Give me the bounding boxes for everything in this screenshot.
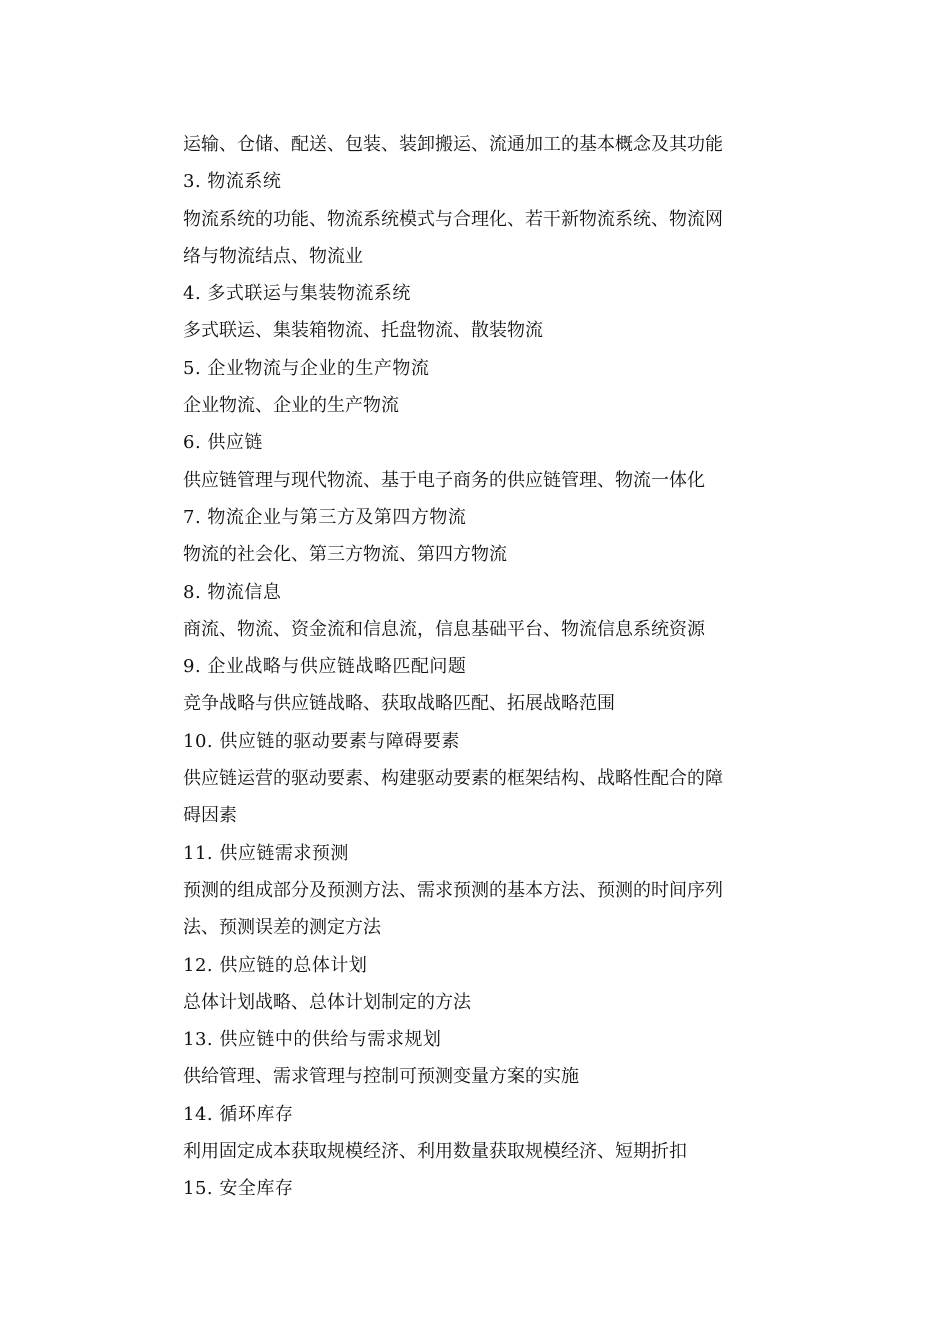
body-line: 供给管理、需求管理与控制可预测变量方案的实施: [183, 1066, 579, 1088]
body-line: 运输、仓储、配送、包装、装卸搬运、流通加工的基本概念及其功能: [183, 134, 723, 155]
body-line: 总体计划战略、总体计划制定的方法: [183, 991, 471, 1013]
body-line: 预测的组成部分及预测方法、需求预测的基本方法、预测的时间序列: [183, 879, 723, 901]
section-heading: 12. 供应链的总体计划: [183, 954, 368, 976]
section-heading: 9. 企业战略与供应链战略匹配问题: [183, 656, 467, 678]
section-heading: 3. 物流系统: [183, 171, 282, 193]
section-heading: 8. 物流信息: [183, 581, 282, 603]
section-heading: 11. 供应链需求预测: [183, 842, 349, 864]
section-heading: 5. 企业物流与企业的生产物流: [183, 357, 430, 379]
section-heading: 15. 安全库存: [183, 1178, 294, 1200]
body-line: 络与物流结点、物流业: [183, 245, 363, 267]
body-line: 供应链管理与现代物流、基于电子商务的供应链管理、物流一体化: [183, 469, 705, 491]
section-heading: 7. 物流企业与第三方及第四方物流: [183, 506, 467, 528]
body-line: 多式联运、集装箱物流、托盘物流、散装物流: [183, 320, 543, 342]
body-line: 物流的社会化、第三方物流、第四方物流: [183, 544, 507, 566]
body-line: 竞争战略与供应链战略、获取战略匹配、拓展战略范围: [183, 693, 615, 715]
body-line: 物流系统的功能、物流系统模式与合理化、若干新物流系统、物流网: [183, 208, 723, 230]
body-line: 法、预测误差的测定方法: [183, 917, 381, 939]
body-line: 利用固定成本获取规模经济、利用数量获取规模经济、短期折扣: [183, 1141, 687, 1163]
section-heading: 14. 循环库存: [183, 1103, 294, 1125]
section-heading: 6. 供应链: [183, 432, 263, 454]
body-line: 商流、物流、资金流和信息流，信息基础平台、物流信息系统资源: [183, 618, 705, 640]
document-body: [183, 126, 763, 1208]
body-line: 碍因素: [183, 805, 237, 827]
section-heading: 4. 多式联运与集装物流系统: [183, 283, 411, 305]
section-heading: 10. 供应链的驱动要素与障碍要素: [183, 730, 460, 752]
body-line: 企业物流、企业的生产物流: [183, 395, 399, 417]
section-heading: 13. 供应链中的供给与需求规划: [183, 1029, 442, 1051]
body-line: 供应链运营的驱动要素、构建驱动要素的框架结构、战略性配合的障: [183, 768, 723, 790]
